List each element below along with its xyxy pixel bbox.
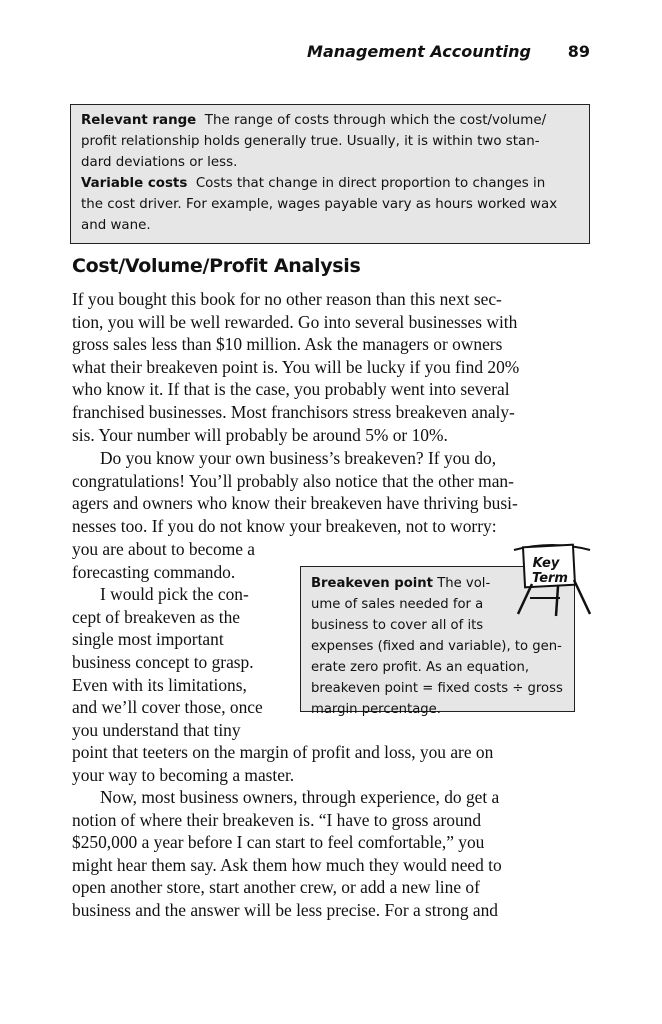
definition-term: Variable costs — [81, 176, 188, 191]
key-term-easel-icon — [510, 540, 594, 618]
key-term-text: margin percentage. — [311, 702, 441, 717]
paragraph-3-continuation — [72, 741, 592, 786]
text-line: what their breakeven point is. You will be lucky if you find 20% — [72, 356, 520, 377]
running-header — [0, 42, 662, 66]
definition-text: dard deviations or less. — [81, 155, 238, 170]
definition-text: Costs that change in direct proportion to changes in — [195, 176, 546, 191]
key-term-text: erate zero profit. As an equation, — [311, 660, 530, 675]
section-heading: Cost/Volume/Profit Analysis — [72, 255, 361, 277]
text-line: Now, most business owners, through experience, do get a — [100, 787, 500, 807]
definition-text: the cost driver. For example, wages payable vary as hours worked wax — [81, 197, 558, 212]
text-line: who know it. If that is the case, you probably went into several — [72, 379, 510, 400]
text-line: gross sales less than $10 million. Ask the managers or owners — [72, 334, 503, 355]
text-line: forecasting commando. — [72, 561, 236, 582]
key-term-text: The vol- — [437, 576, 491, 591]
text-line: you are about to become a — [72, 539, 256, 559]
text-line: sis. Your number will probably be around 5% or 10%. — [72, 424, 448, 445]
text-line: your way to becoming a master. — [72, 764, 295, 785]
page-number: 89 — [567, 42, 590, 61]
key-term-text: business to cover all of its — [311, 618, 484, 633]
text-line: tion, you will be well rewarded. Go into several businesses with — [72, 311, 518, 332]
text-line: cept of breakeven as the — [72, 606, 241, 627]
paragraph-1 — [72, 288, 592, 446]
definitions-box — [70, 104, 590, 244]
text-line: point that teeters on the margin of profit and loss, you are on — [72, 742, 494, 762]
text-line: $250,000 a year before I can start to feel comfortable,” you — [72, 832, 485, 853]
paragraph-2 — [72, 447, 592, 537]
paragraph-4 — [72, 786, 592, 922]
key-term-text: ume of sales needed for a — [311, 597, 484, 612]
definition-term: Relevant range — [81, 113, 197, 128]
definition-text: profit relationship holds generally true. Usually, it is within two stan- — [81, 134, 540, 149]
text-line: open another store, start another crew, or add a new line of — [72, 877, 480, 898]
text-line: notion of where their breakeven is. “I have to gross around — [72, 809, 482, 830]
definition-text: The range of costs through which the cost/volume/ — [204, 113, 547, 128]
text-line: I would pick the con- — [100, 584, 249, 605]
text-line: agers and owners who know their breakeven have thriving busi- — [72, 493, 518, 514]
text-line: congratulations! You’ll probably also notice that the other man- — [72, 470, 514, 491]
text-line: and we’ll cover those, once — [72, 697, 263, 718]
text-line: business concept to grasp. — [72, 651, 254, 672]
key-badge-line2: Term — [532, 571, 568, 586]
definition-relevant-range — [81, 110, 579, 173]
definition-text: and wane. — [81, 218, 151, 233]
text-line: you understand that tiny — [72, 719, 241, 740]
key-term-title: Breakeven point — [311, 576, 433, 591]
text-line: Do you know your own business’s breakeven? If you do, — [100, 448, 497, 468]
text-line: Even with its limitations, — [72, 674, 247, 695]
key-badge-line1: Key — [532, 556, 560, 571]
key-term-text: expenses (fixed and variable), to gen- — [311, 639, 562, 654]
text-line: business and the answer will be less precise. For a strong and — [72, 899, 498, 920]
key-term-text: breakeven point = fixed costs ÷ gross — [311, 681, 563, 696]
text-line: nesses too. If you do not know your breakeven, not to worry: — [72, 515, 497, 536]
text-line: franchised businesses. Most franchisors stress breakeven analy- — [72, 401, 515, 422]
text-line: If you bought this book for no other reason than this next sec- — [72, 289, 502, 309]
definition-variable-costs — [81, 173, 579, 236]
text-line: single most important — [72, 629, 224, 650]
wrapped-column — [72, 538, 294, 741]
section-title: Management Accounting — [307, 42, 531, 61]
text-line: might hear them say. Ask them how much they would need to — [72, 854, 502, 875]
